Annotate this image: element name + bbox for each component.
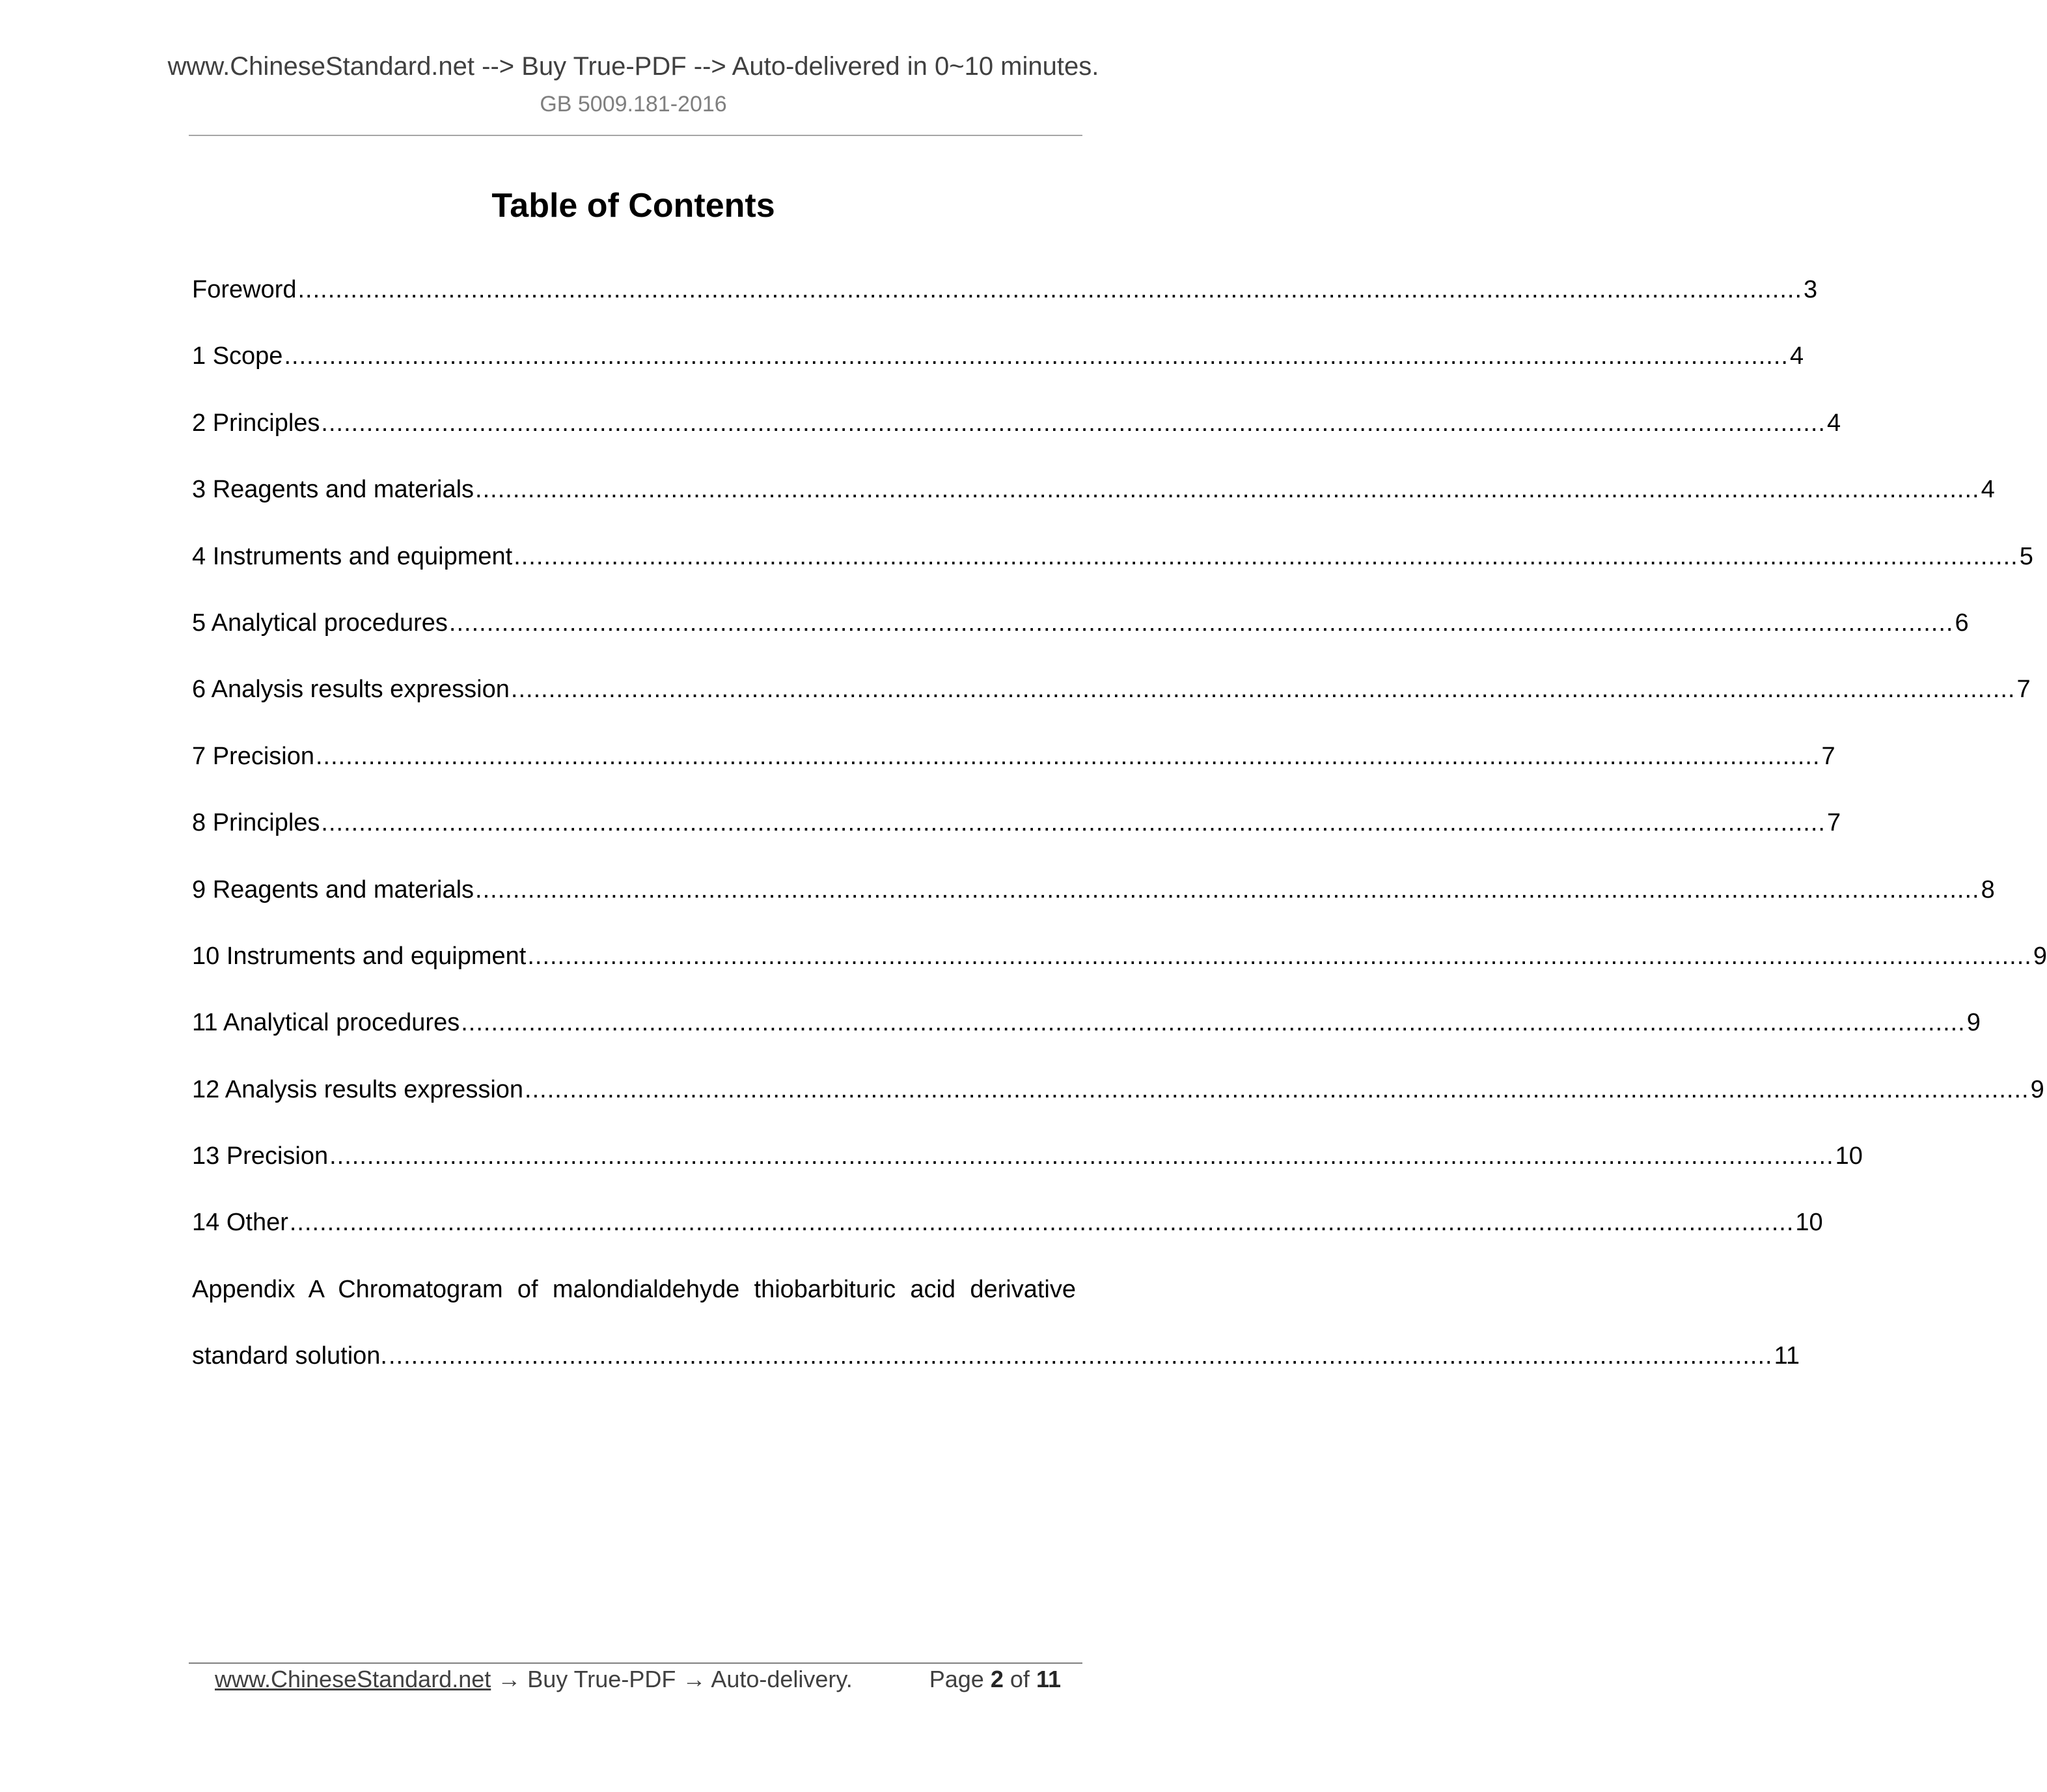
footer-text: → Buy True-PDF → Auto-delivery.: [491, 1666, 853, 1692]
toc-entry-page: 5: [2019, 542, 2033, 570]
toc-entry-label: 10 Instruments and equipment: [192, 942, 527, 970]
toc-entry-page: 4: [1826, 409, 1841, 437]
toc-entry-label: 12 Analysis results expression: [192, 1075, 524, 1103]
toc-leader-dots: ........................................................................................................................................................................................................: [315, 742, 1820, 770]
toc-entry[interactable]: [192, 407, 1841, 473]
toc-leader-dots: ........................................................................................................................................................................................................: [284, 342, 1789, 370]
toc-entry-page: 7: [2016, 676, 2031, 704]
header-banner: www.ChineseStandard.net --> Buy True-PDF --> Auto-delivered in 0~10 minutes.: [167, 52, 1099, 81]
toc-appendix-line2[interactable]: [192, 1340, 1800, 1406]
toc-entry[interactable]: [192, 607, 1969, 673]
page-total: 11: [1036, 1666, 1061, 1692]
toc-leader-dots: ........................................................................................................................................................................................................: [321, 809, 1826, 837]
page-title: Table of Contents: [491, 187, 775, 225]
toc-entry-label: 3 Reagents and materials: [192, 476, 474, 504]
toc-entry[interactable]: [192, 940, 2047, 1006]
footer-site-link[interactable]: www.ChineseStandard.net: [215, 1666, 491, 1692]
toc-entry-page: 9: [2030, 1075, 2044, 1103]
toc-entry-page: 6: [1955, 609, 1969, 637]
toc-entry[interactable]: [192, 1006, 1981, 1073]
toc-entry[interactable]: [192, 1206, 1823, 1273]
toc-entry[interactable]: [192, 1140, 1863, 1206]
toc-leader-dots: ........................................................................................................................................................................................................: [527, 942, 2032, 970]
toc-entry-page: 3: [1804, 276, 1818, 303]
toc-entry-label: Foreword: [192, 276, 297, 303]
toc-entry[interactable]: [192, 1073, 2044, 1140]
toc-entry-label: 1 Scope: [192, 342, 283, 370]
toc-leader-dots: ........................................................................................................................................................................................................: [510, 676, 2016, 704]
toc-entry-label: 6 Analysis results expression: [192, 676, 510, 704]
toc-entry-label: 14 Other: [192, 1209, 288, 1237]
toc-entry-page: 10: [1795, 1209, 1823, 1237]
toc-appendix-line1[interactable]: Appendix A Chromatogram of malondialdehyde thiobarbituric acid derivative: [192, 1275, 1076, 1303]
toc-leader-dots: ........................................................................................................................................................................................................: [525, 1075, 2029, 1103]
toc-leader-dots: ........................................................................................................................................................................................................: [461, 1009, 1966, 1037]
toc-entry-page: 7: [1821, 742, 1835, 770]
toc-entry[interactable]: [192, 673, 2031, 739]
header-divider: [189, 135, 1082, 136]
page-indicator: Page 2 of 11: [929, 1666, 1061, 1692]
toc-entry-page: 4: [1789, 342, 1804, 370]
toc-leader-dots: ........................................................................................................................................................................................................: [321, 409, 1826, 437]
toc-leader-dots: ........................................................................................................................................................................................................: [289, 1209, 1794, 1237]
toc-leader-dots: ........................................................................................................................................................................................................: [514, 542, 2018, 570]
toc-leader-dots: ........................................................................................................................................................................................................: [448, 609, 1954, 637]
toc-leader-dots: ........................................................................................................................................................................................................: [297, 276, 1803, 303]
table-of-contents: [192, 273, 2047, 1407]
toc-entry[interactable]: [192, 340, 1804, 406]
document-code: GB 5009.181-2016: [540, 92, 727, 117]
toc-entry[interactable]: [192, 540, 2033, 607]
page-number: 2: [990, 1666, 1004, 1692]
toc-entry-label: standard solution.: [192, 1342, 387, 1370]
toc-entry-page: 9: [2033, 942, 2047, 970]
toc-entry-page: 9: [1966, 1009, 1981, 1037]
toc-entry-page: 7: [1826, 809, 1841, 837]
toc-entry[interactable]: [192, 806, 1841, 873]
toc-entry-label: 4 Instruments and equipment: [192, 542, 513, 570]
toc-entry[interactable]: [192, 874, 1995, 940]
toc-leader-dots: ........................................................................................................................................................................................................: [475, 875, 1980, 903]
toc-entry[interactable]: [192, 273, 1818, 340]
toc-entry[interactable]: [192, 473, 1995, 540]
toc-leader-dots: ........................................................................................................................................................................................................: [329, 1142, 1834, 1170]
toc-entry-page: 4: [1981, 476, 1995, 504]
toc-entry-label: 8 Principles: [192, 809, 320, 837]
toc-leader-dots: ........................................................................................................................................................................................................: [475, 476, 1980, 504]
toc-entry-page: 10: [1835, 1142, 1863, 1170]
footer-divider: [189, 1662, 1082, 1664]
footer: [215, 1665, 1061, 1694]
toc-leader-dots: ........................................................................................................................................................................................: [388, 1342, 1773, 1370]
toc-entry-page: 8: [1981, 875, 1995, 903]
toc-entry-page: 11: [1774, 1342, 1800, 1370]
toc-entry-label: 7 Precision: [192, 742, 314, 770]
toc-entry[interactable]: [192, 740, 1835, 806]
toc-entry-label: 11 Analytical procedures: [192, 1009, 460, 1037]
toc-entry-label: 9 Reagents and materials: [192, 875, 474, 903]
toc-entry-label: 13 Precision: [192, 1142, 329, 1170]
toc-entry-label: 2 Principles: [192, 409, 320, 437]
toc-entry-label: 5 Analytical procedures: [192, 609, 448, 637]
